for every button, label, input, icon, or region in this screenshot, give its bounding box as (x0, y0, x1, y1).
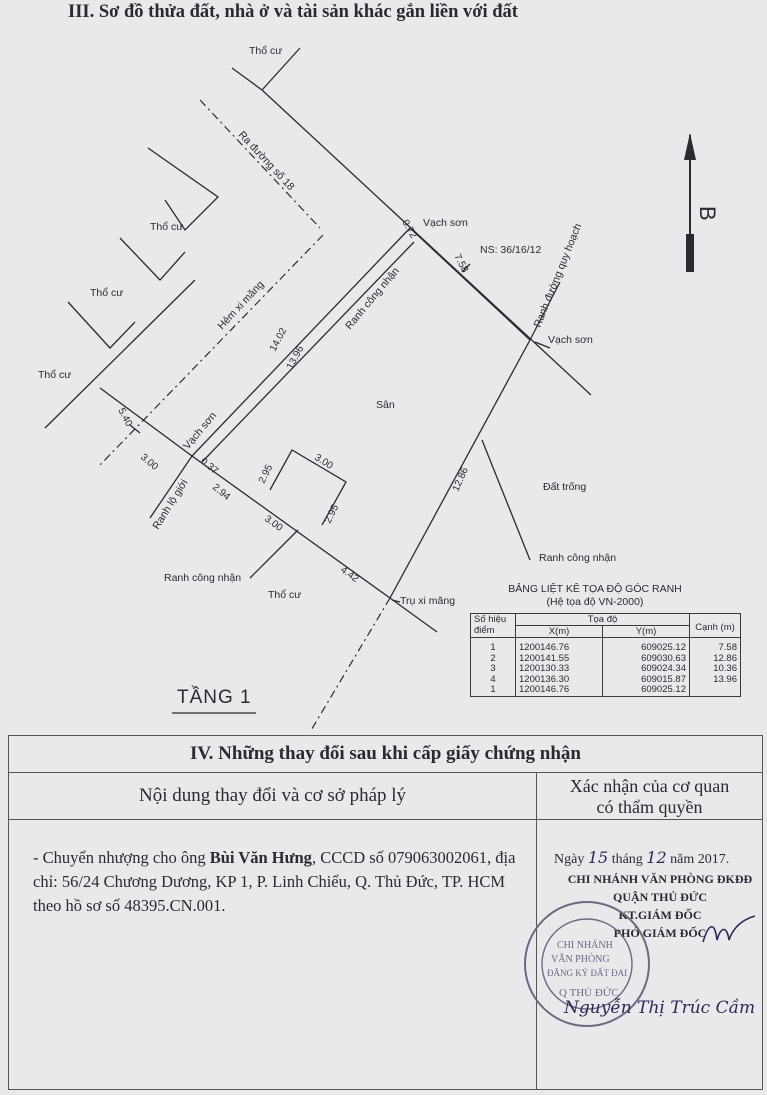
coord-row (471, 685, 741, 696)
coord-y: 609025.12 (603, 638, 690, 654)
section-4-columns (9, 773, 762, 820)
neighbour-block-1 (148, 148, 218, 230)
label-ranh-lo-gioi: Ranh lộ giới (150, 477, 191, 532)
coord-table (470, 613, 741, 697)
col-y: Y(m) (603, 626, 690, 638)
dim-12-86: 12.86 (450, 465, 471, 494)
date-month-label: tháng (608, 852, 647, 867)
coord-edge: 12.86 (690, 654, 741, 665)
dashed-hem-centerline (100, 235, 323, 465)
coord-edge: 10.36 (690, 664, 741, 675)
lo-gioi-edge (100, 388, 192, 456)
road-edge-upper-ext (232, 68, 262, 90)
north-label: B (695, 206, 720, 221)
dashed-extension (310, 598, 390, 732)
coord-x: 1200141.55 (516, 654, 603, 665)
label-ranh-quy-hoach: Ranh đường quy hoạch (531, 221, 585, 330)
coord-point: 1 (471, 638, 516, 654)
coord-row (471, 654, 741, 665)
col-coord: Tọa độ (516, 614, 690, 626)
coord-y: 609030.63 (603, 654, 690, 665)
dim-3-00-a: 3.00 (138, 451, 161, 473)
office-line-3: KT.GIÁM ĐỐC (618, 908, 702, 922)
label-ranh-cong-nhan-1: Ranh công nhận (343, 265, 402, 332)
coord-y: 609025.12 (603, 685, 690, 696)
label-dat-trong: Đất trống (543, 481, 587, 493)
dim-7-58: 7.58 (451, 252, 471, 275)
dim-2-95-a: 2.95 (256, 462, 276, 486)
coord-x: 1200146.76 (516, 638, 603, 654)
signer-name: Nguyễn Thị Trúc Cầm (564, 998, 756, 1018)
content-prefix: - Chuyển nhượng cho ông (33, 848, 210, 867)
coord-edge: 13.96 (690, 675, 741, 686)
label-tru-xi-mang: Trụ xi măng (400, 595, 456, 607)
col-right-header (537, 773, 762, 819)
office-line-4: PHÓ GIÁM ĐỐC (613, 926, 707, 940)
coord-table-title (470, 583, 720, 609)
dashed-road-edge (200, 100, 320, 228)
office-line-2: QUẬN THỦ ĐỨC (612, 890, 707, 904)
coord-x: 1200146.76 (516, 685, 603, 696)
floor-label: TẦNG 1 (177, 687, 252, 708)
label-vach-son-1: Vạch sơn (423, 217, 468, 229)
date-month: 12 (646, 848, 667, 867)
dim-3-00-c: 3.00 (262, 513, 285, 534)
dim-2-95-b: 2.95 (322, 502, 342, 526)
signature-mark (699, 912, 759, 952)
coord-table-subtitle: (Hệ tọa độ VN-2000) (546, 596, 644, 608)
left-road-edge (45, 280, 195, 428)
ranh-cong-nhan-leader-2 (482, 440, 530, 560)
coord-point: 3 (471, 664, 516, 675)
dim-0-37: 0.37 (198, 455, 221, 477)
coord-point: 2 (471, 654, 516, 665)
dim-3-00-b: 3.00 (312, 452, 335, 472)
label-tho-cu-1: Thổ cư (150, 221, 184, 233)
coord-y: 609015.87 (603, 675, 690, 686)
stamp-line-4: Q THỦ ĐỨC (559, 987, 619, 999)
coord-row (471, 664, 741, 675)
parcel-edge-13-96 (202, 242, 414, 462)
neighbour-block-2 (120, 238, 185, 280)
col-x: X(m) (516, 626, 603, 638)
section-4 (8, 735, 763, 1090)
coord-y: 609024.34 (603, 664, 690, 675)
label-tho-cu-top: Thổ cư (249, 45, 283, 57)
dim-4-42: 4.42 (338, 564, 361, 585)
coord-row (471, 638, 741, 654)
dim-13-96: 13.96 (284, 344, 307, 372)
label-ranh-cong-nhan-2: Ranh công nhận (539, 552, 617, 564)
label-tho-cu-4: Thổ cư (268, 589, 302, 601)
col-left-header: Nội dung thay đổi và cơ sở pháp lý (9, 773, 537, 819)
content-body: , CCCD số 079063002061, địa chỉ: 56/24 Chương Dương, KP 1, P. Linh Chiểu, Q. Thủ Đức, TP. HCM theo hồ sơ số 48395.CN.001. (33, 848, 516, 915)
coord-point: 1 (471, 685, 516, 696)
change-content (33, 846, 528, 918)
col-edge: Cạnh (m) (690, 614, 741, 638)
col-point: Số hiệu điểm (471, 614, 516, 638)
north-arrow-icon (684, 133, 720, 272)
label-ranh-cong-nhan-3: Ranh công nhận (164, 572, 242, 584)
label-hem: Hẻm xi măng (215, 278, 267, 333)
date-year: năm 2017. (666, 852, 730, 867)
parcel-edge-14-02 (192, 228, 410, 456)
neighbour-block-3 (68, 302, 135, 348)
label-ns: NS: 36/16/12 (480, 244, 542, 256)
dim-14-02: 14.02 (267, 326, 290, 354)
coord-x: 1200130.33 (516, 664, 603, 675)
dim-5-40: 5.40 (115, 406, 135, 429)
coord-point: 4 (471, 675, 516, 686)
date-day: 15 (587, 848, 609, 867)
office-line-1: CHI NHÁNH VĂN PHÒNG ĐKĐĐ (567, 872, 753, 886)
label-ra-duong: Ra đường số 18 (235, 128, 297, 193)
col-right-header-1: Xác nhận của cơ quan (569, 776, 730, 796)
section-3-title: III. Sơ đồ thửa đất, nhà ở và tài sản khác gắn liền với đất (68, 2, 518, 22)
coord-edge: 7.58 (690, 638, 741, 654)
label-vach-son-2: Vạch sơn (548, 334, 593, 346)
dim-0-72: 0.72 (399, 218, 419, 241)
date-prefix: Ngày (554, 852, 588, 867)
coord-table-title-text: BẢNG LIỆT KÊ TỌA ĐỘ GÓC RANH (508, 583, 682, 595)
label-tho-cu-2: Thổ cư (90, 287, 124, 299)
section-4-title: IV. Những thay đổi sau khi cấp giấy chứng nhận (9, 736, 762, 773)
dim-2-94: 2.94 (210, 481, 233, 503)
coord-edge (690, 685, 741, 696)
coord-x: 1200136.30 (516, 675, 603, 686)
label-san: Sân (376, 399, 395, 411)
content-name: Bùi Văn Hưng (209, 848, 312, 867)
coord-row (471, 675, 741, 686)
label-tho-cu-3: Thổ cư (38, 369, 72, 381)
stamp-line-2: VĂN PHÒNG (551, 954, 610, 965)
ranh-cong-nhan-leader-1 (250, 530, 298, 578)
col-right-header-2: có thẩm quyền (596, 797, 703, 817)
stamp-line-1: CHI NHÁNH (557, 940, 613, 951)
confirmation-date (554, 848, 766, 870)
label-vach-son-3: Vạch sơn (181, 409, 220, 452)
stamp-line-3: ĐĂNG KÝ ĐẤT ĐAI (547, 968, 628, 978)
